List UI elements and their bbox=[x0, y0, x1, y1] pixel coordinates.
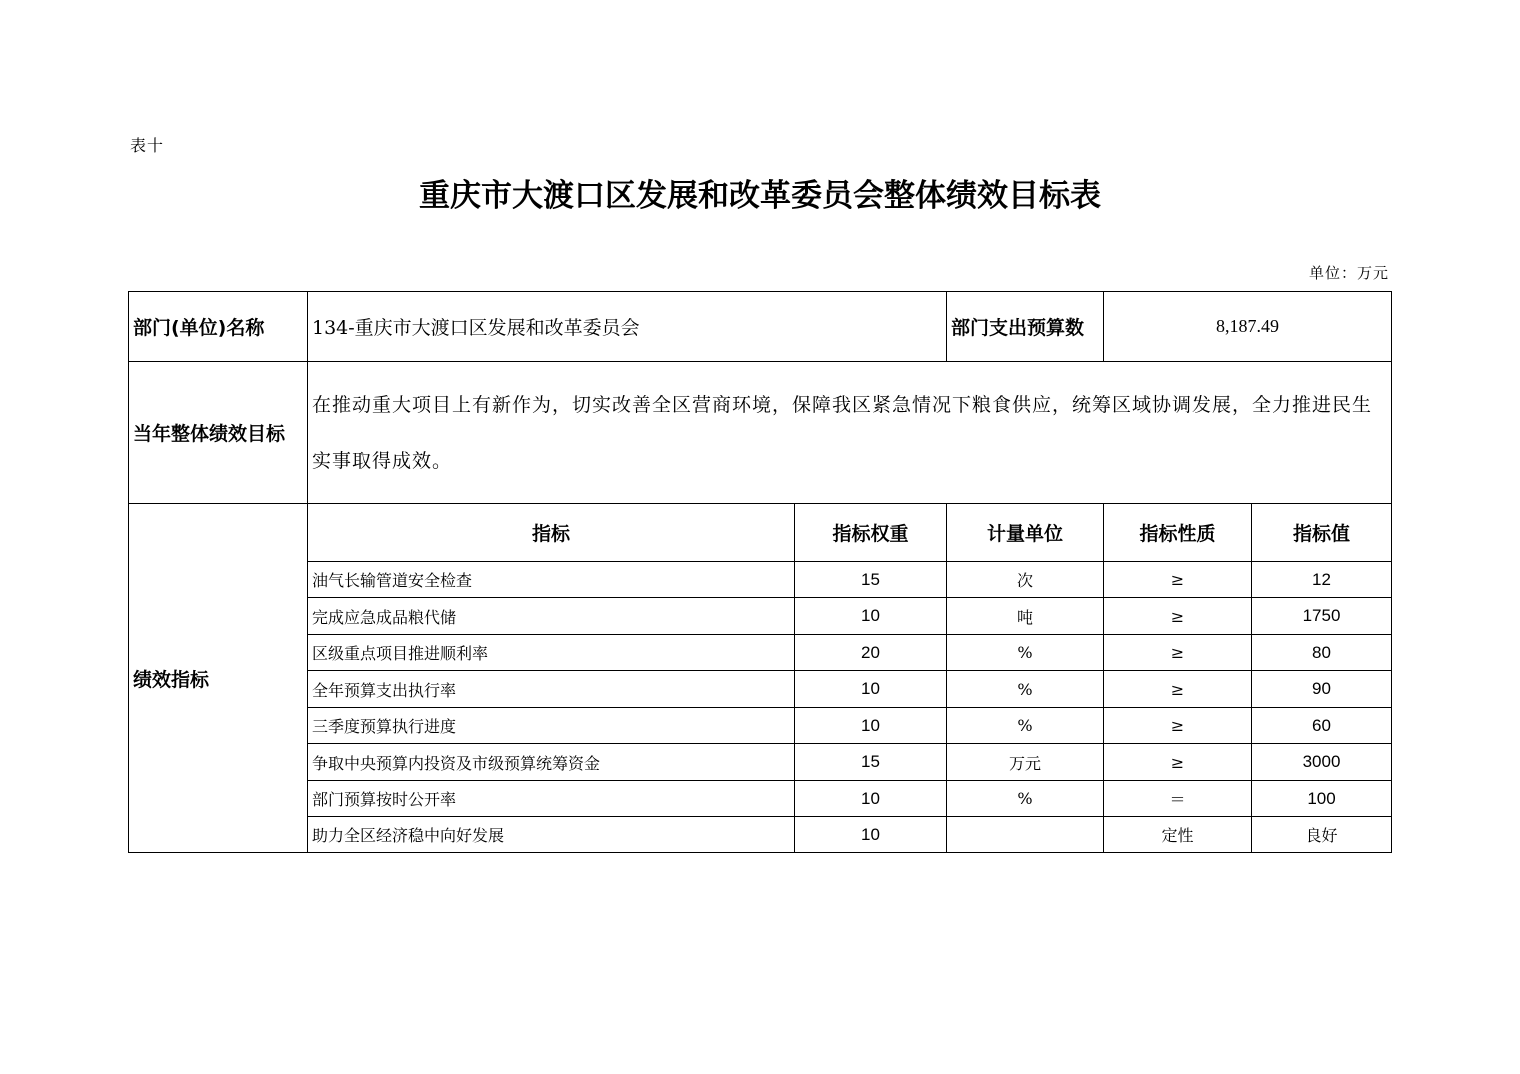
indicators-label: 绩效指标 bbox=[129, 504, 308, 853]
indicator-nature: ≥ bbox=[1104, 708, 1252, 744]
indicator-value: 良好 bbox=[1252, 817, 1392, 853]
dept-row bbox=[129, 292, 1392, 362]
indicator-weight: 10 bbox=[795, 708, 947, 744]
performance-target-table bbox=[128, 291, 1392, 853]
goal-row bbox=[129, 362, 1392, 504]
table-row bbox=[129, 817, 1392, 853]
col-head-unit: 计量单位 bbox=[947, 504, 1104, 562]
table-row bbox=[129, 562, 1392, 598]
indicator-nature: 定性 bbox=[1104, 817, 1252, 853]
goal-text: 在推动重大项目上有新作为，切实改善全区营商环境，保障我区紧急情况下粮食供应，统筹区域协调发展，全力推进民生实事取得成效。 bbox=[308, 362, 1392, 504]
table-number: 表十 bbox=[130, 136, 165, 155]
indicator-nature: ≥ bbox=[1104, 671, 1252, 708]
table-row bbox=[129, 708, 1392, 744]
dept-budget-value: 8,187.49 bbox=[1104, 292, 1392, 362]
indicator-value: 100 bbox=[1252, 781, 1392, 817]
indicator-unit: 次 bbox=[947, 562, 1104, 598]
table-row bbox=[129, 744, 1392, 781]
dept-budget-label: 部门支出预算数 bbox=[947, 292, 1104, 362]
dept-name-value: 134-重庆市大渡口区发展和改革委员会 bbox=[308, 292, 947, 362]
indicator-unit: % bbox=[947, 708, 1104, 744]
indicator-nature: ≥ bbox=[1104, 744, 1252, 781]
indicator-nature: ≥ bbox=[1104, 598, 1252, 635]
indicator-unit bbox=[947, 817, 1104, 853]
indicator-name: 助力全区经济稳中向好发展 bbox=[308, 817, 795, 853]
indicator-unit: % bbox=[947, 671, 1104, 708]
indicator-weight: 10 bbox=[795, 817, 947, 853]
indicator-nature: ≥ bbox=[1104, 635, 1252, 671]
table-row bbox=[129, 671, 1392, 708]
indicator-weight: 15 bbox=[795, 744, 947, 781]
indicator-value: 90 bbox=[1252, 671, 1392, 708]
indicator-unit: 吨 bbox=[947, 598, 1104, 635]
indicator-unit: % bbox=[947, 781, 1104, 817]
indicator-nature: ＝ bbox=[1104, 781, 1252, 817]
document-title: 重庆市大渡口区发展和改革委员会整体绩效目标表 bbox=[419, 178, 1101, 214]
indicator-nature: ≥ bbox=[1104, 562, 1252, 598]
indicator-name: 完成应急成品粮代储 bbox=[308, 598, 795, 635]
indicator-weight: 20 bbox=[795, 635, 947, 671]
indicator-weight: 10 bbox=[795, 671, 947, 708]
indicator-unit: % bbox=[947, 635, 1104, 671]
indicator-value: 3000 bbox=[1252, 744, 1392, 781]
indicator-weight: 15 bbox=[795, 562, 947, 598]
goal-label: 当年整体绩效目标 bbox=[129, 362, 308, 504]
indicator-weight: 10 bbox=[795, 598, 947, 635]
indicator-value: 80 bbox=[1252, 635, 1392, 671]
dept-name-label: 部门(单位)名称 bbox=[129, 292, 308, 362]
col-head-weight: 指标权重 bbox=[795, 504, 947, 562]
indicator-value: 60 bbox=[1252, 708, 1392, 744]
table-row bbox=[129, 598, 1392, 635]
indicator-value: 12 bbox=[1252, 562, 1392, 598]
indicator-name: 全年预算支出执行率 bbox=[308, 671, 795, 708]
indicator-header-row bbox=[129, 504, 1392, 562]
table-row bbox=[129, 635, 1392, 671]
indicator-name: 争取中央预算内投资及市级预算统筹资金 bbox=[308, 744, 795, 781]
indicator-name: 区级重点项目推进顺利率 bbox=[308, 635, 795, 671]
col-head-indicator: 指标 bbox=[308, 504, 795, 562]
indicator-name: 三季度预算执行进度 bbox=[308, 708, 795, 744]
indicator-weight: 10 bbox=[795, 781, 947, 817]
indicator-name: 部门预算按时公开率 bbox=[308, 781, 795, 817]
table-row bbox=[129, 781, 1392, 817]
indicator-name: 油气长输管道安全检查 bbox=[308, 562, 795, 598]
col-head-nature: 指标性质 bbox=[1104, 504, 1252, 562]
unit-note: 单位：万元 bbox=[1308, 264, 1389, 282]
col-head-value: 指标值 bbox=[1252, 504, 1392, 562]
indicator-unit: 万元 bbox=[947, 744, 1104, 781]
indicator-value: 1750 bbox=[1252, 598, 1392, 635]
